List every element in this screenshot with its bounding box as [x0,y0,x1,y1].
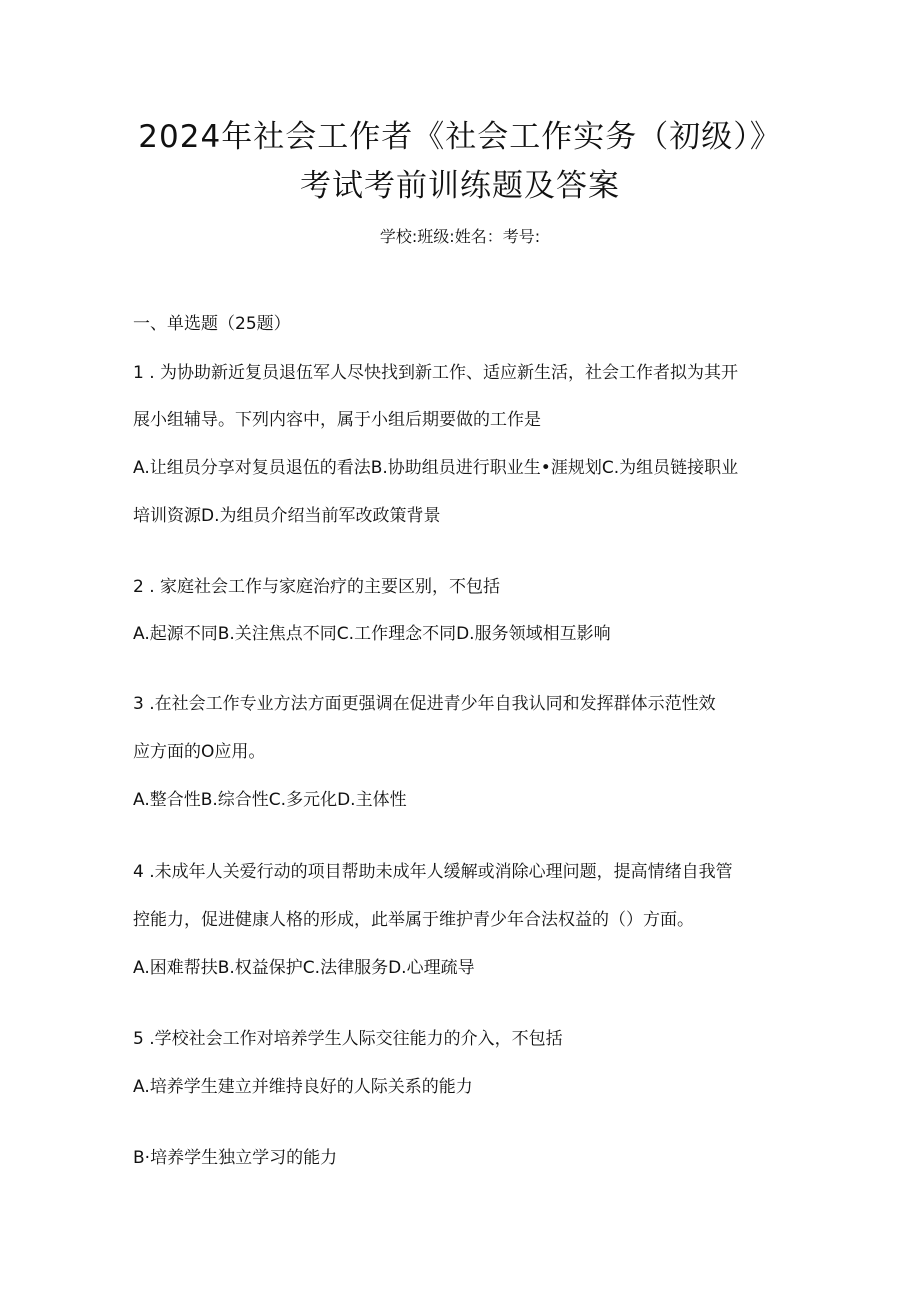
document-title-line-1: 2024年社会工作者《社会工作实务（初级）》 [138,119,782,155]
question-5-options-line-2: B·培养学生独立学习的能力 [133,1148,338,1168]
question-5-stem-line-1: 5 .学校社会工作对培养学生人际交往能力的介入，不包括 [133,1029,563,1049]
student-info-line: 学校:班级:姓名：考号: [379,227,541,246]
question-3-stem-line-1: 3 .在社会工作专业方法方面更强调在促进青少年自我认同和发挥群体示范性效 [133,694,716,714]
question-4-options-line-1: A.困难帮扶B.权益保护C.法律服务D.心理疏导 [133,958,475,978]
question-1-options-line-2: 培训资源D.为组员介绍当前军改政策背景 [133,506,441,526]
question-3-stem-line-2: 应方面的O应用。 [133,742,266,762]
question-1-options-line-1: A.让组员分享对复员退伍的看法B.协助组员进行职业生•涯规划C.为组员链接职业 [133,458,739,478]
question-2-stem-line-1: 2 . 家庭社会工作与家庭治疗的主要区别，不包括 [133,577,501,597]
document-title-line-2: 考试考前训练题及答案 [300,168,620,204]
question-1-stem-line-1: 1 . 为协助新近复员退伍军人尽快找到新工作、适应新生活，社会工作者拟为其开 [133,363,739,383]
question-2-options-line-1: A.起源不同B.关注焦点不同C.工作理念不同D.服务领域相互影响 [133,624,611,644]
question-3-options-line-1: A.整合性B.综合性C.多元化D.主体性 [133,790,407,810]
question-4-stem-line-2: 控能力，促进健康人格的形成，此举属于维护青少年合法权益的（）方面。 [133,910,694,930]
question-4-stem-line-1: 4 .未成年人关爱行动的项目帮助未成年人缓解或消除心理问题，提高情绪自我管 [133,862,733,882]
section-heading: 一、单选题（25题） [133,314,291,334]
question-5-options-line-1: A.培养学生建立并维持良好的人际关系的能力 [133,1077,473,1097]
question-1-stem-line-2: 展小组辅导。下列内容中，属于小组后期要做的工作是 [133,410,541,430]
